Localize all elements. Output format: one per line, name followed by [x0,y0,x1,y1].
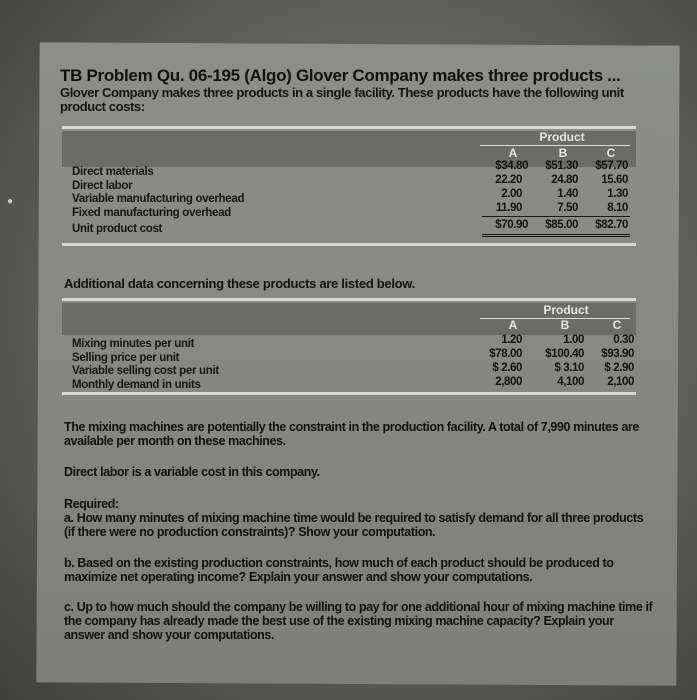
row-label-unit-cost: Unit product cost [72,223,163,235]
col2-c-header: C [612,318,622,332]
col2-b-header: B [560,318,570,332]
cell: $34.80 [495,160,528,172]
cell: 1.40 [557,188,578,200]
col2-a-header: A [508,318,518,332]
cell: $ 3.10 [554,362,584,374]
cell: $100.40 [545,348,584,360]
table2-top-rule [62,298,636,301]
intro-text: Glover Company makes three products in a single facility. These products have the following unit product costs: [60,85,624,114]
row-label-mixing-minutes: Mixing minutes per unit [72,338,195,350]
cell: 24.80 [551,174,578,186]
required-heading: Required: [64,497,119,511]
row-label-monthly-demand: Monthly demand in units [72,378,201,391]
table-top-rule [62,126,636,129]
cell: 22.20 [495,174,522,186]
cell: $ 2.90 [604,362,634,374]
row-labels [72,166,244,237]
row-label-direct-materials: Direct materials [72,166,154,178]
cell: 7.50 [557,202,578,214]
cell: $51.30 [545,160,578,172]
col-a-header: A [508,146,518,160]
requirement-b: b. Based on the existing production constraints, how much of each product should be produced to maximize net operating income? Explain your answer and show your computations. [64,556,614,584]
product2-header: Product [543,303,589,317]
cell: 1.30 [607,188,628,200]
constraint-paragraph: The mixing machines are potentially the constraint in the production facility. A total of 7,990 minutes are available per month on these machines. [64,420,639,448]
total-rule [482,234,630,235]
additional-data-label: Additional data concerning these products are listed below. [64,276,415,291]
cell: $70.90 [495,219,528,231]
col-c-header: C [606,146,616,160]
row-label-variable-overhead: Variable manufacturing overhead [72,193,245,205]
cell: 1.00 [563,334,584,346]
cell: $57.70 [595,160,628,172]
product-header: Product [539,130,585,144]
cell: $78.00 [489,348,522,360]
row-label-fixed-overhead: Fixed manufacturing overhead [72,206,232,219]
subtotal-rule [482,216,630,217]
cell: 11.90 [495,202,522,214]
cell: 15.60 [601,174,628,186]
cell: 2.00 [501,188,522,200]
requirement-a: a. How many minutes of mixing machine time would be required to satisfy demand for all three products (if there were no production constraints)? Show your computation. [64,511,644,539]
cell: 2,100 [607,376,634,388]
row2-labels [72,338,219,392]
cell: 1.20 [501,334,522,346]
requirement-c: c. Up to how much should the company be willing to pay for one additional hour of mixing machine time if the company has already made the best use of the existing mixing machine capacity? Explain your answer and show your computations. [64,600,653,642]
cell: 2,800 [495,376,522,388]
cell: 8.10 [607,202,628,214]
cell: $85.00 [545,219,578,231]
margin-mark: ● [7,196,14,207]
problem-title: TB Problem Qu. 06-195 (Algo) Glover Company makes three products ... [60,66,621,85]
cell: $82.70 [595,219,628,231]
cell: 0.30 [613,334,634,346]
cell: $ 2.60 [492,362,522,374]
unit-cost-table [62,126,636,256]
table-bottom-rule [62,243,636,246]
row-label-selling-price: Selling price per unit [72,351,180,364]
cell: 4,100 [557,376,584,388]
row-label-variable-selling-cost: Variable selling cost per unit [72,365,219,377]
cell: $93.90 [601,348,634,360]
col-b-header: B [558,146,568,160]
direct-labor-paragraph: Direct labor is a variable cost in this company. [64,465,320,479]
table2-bottom-rule [62,392,636,395]
total-double-rule [482,236,630,237]
row-label-direct-labor: Direct labor [72,179,133,192]
additional-data-table [62,298,636,398]
